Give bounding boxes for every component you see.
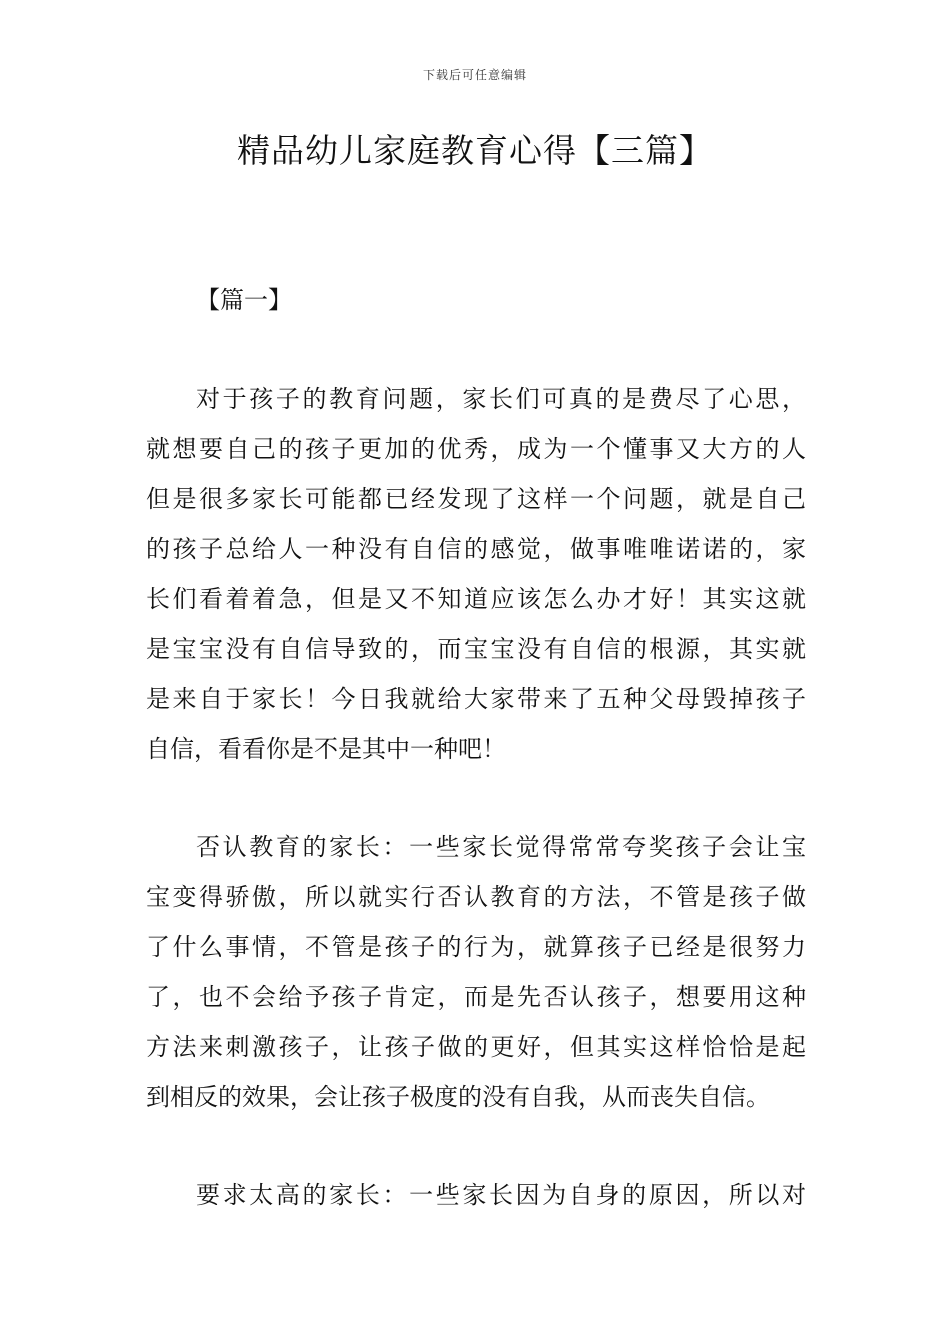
paragraph-line: 否认教育的家长：一些家长觉得常常夸奖孩子会让宝 bbox=[196, 833, 806, 861]
paragraph-line: 宝变得骄傲，所以就实行否认教育的方法，不管是孩子做 bbox=[146, 883, 806, 911]
paragraph-line: 自信，看看你是不是其中一种吧！ bbox=[146, 735, 506, 763]
paragraph-line: 到相反的效果，会让孩子极度的没有自我，从而丧失自信。 bbox=[146, 1083, 770, 1111]
paragraph-line: 了什么事情，不管是孩子的行为，就算孩子已经是很努力 bbox=[146, 933, 806, 961]
paragraph-line: 对于孩子的教育问题，家长们可真的是费尽了心思， bbox=[196, 385, 806, 413]
header-note: 下载后可任意编辑 bbox=[422, 68, 527, 82]
paragraph-line: 是宝宝没有自信导致的，而宝宝没有自信的根源，其实就 bbox=[146, 635, 806, 663]
paragraph-line: 的孩子总给人一种没有自信的感觉，做事唯唯诺诺的，家 bbox=[146, 535, 806, 563]
paragraph-line: 是来自于家长！今日我就给大家带来了五种父母毁掉孩子 bbox=[146, 685, 806, 713]
section-label: 【篇一】 bbox=[196, 286, 292, 314]
paragraph-line: 长们看着着急，但是又不知道应该怎么办才好！其实这就 bbox=[146, 585, 806, 613]
document-title: 精品幼儿家庭教育心得【三篇】 bbox=[237, 131, 713, 170]
paragraph-line: 但是很多家长可能都已经发现了这样一个问题，就是自己 bbox=[146, 485, 806, 513]
paragraph-2 bbox=[146, 822, 806, 1122]
paragraph-line: 方法来刺激孩子，让孩子做的更好，但其实这样恰恰是起 bbox=[146, 1033, 806, 1061]
paragraph-line: 就想要自己的孩子更加的优秀，成为一个懂事又大方的人 bbox=[146, 435, 806, 463]
paragraph-line: 了，也不会给予孩子肯定，而是先否认孩子，想要用这种 bbox=[146, 983, 806, 1011]
paragraph-line: 要求太高的家长：一些家长因为自身的原因，所以对 bbox=[196, 1181, 806, 1209]
paragraph-1 bbox=[146, 374, 806, 774]
paragraph-3 bbox=[146, 1170, 806, 1220]
